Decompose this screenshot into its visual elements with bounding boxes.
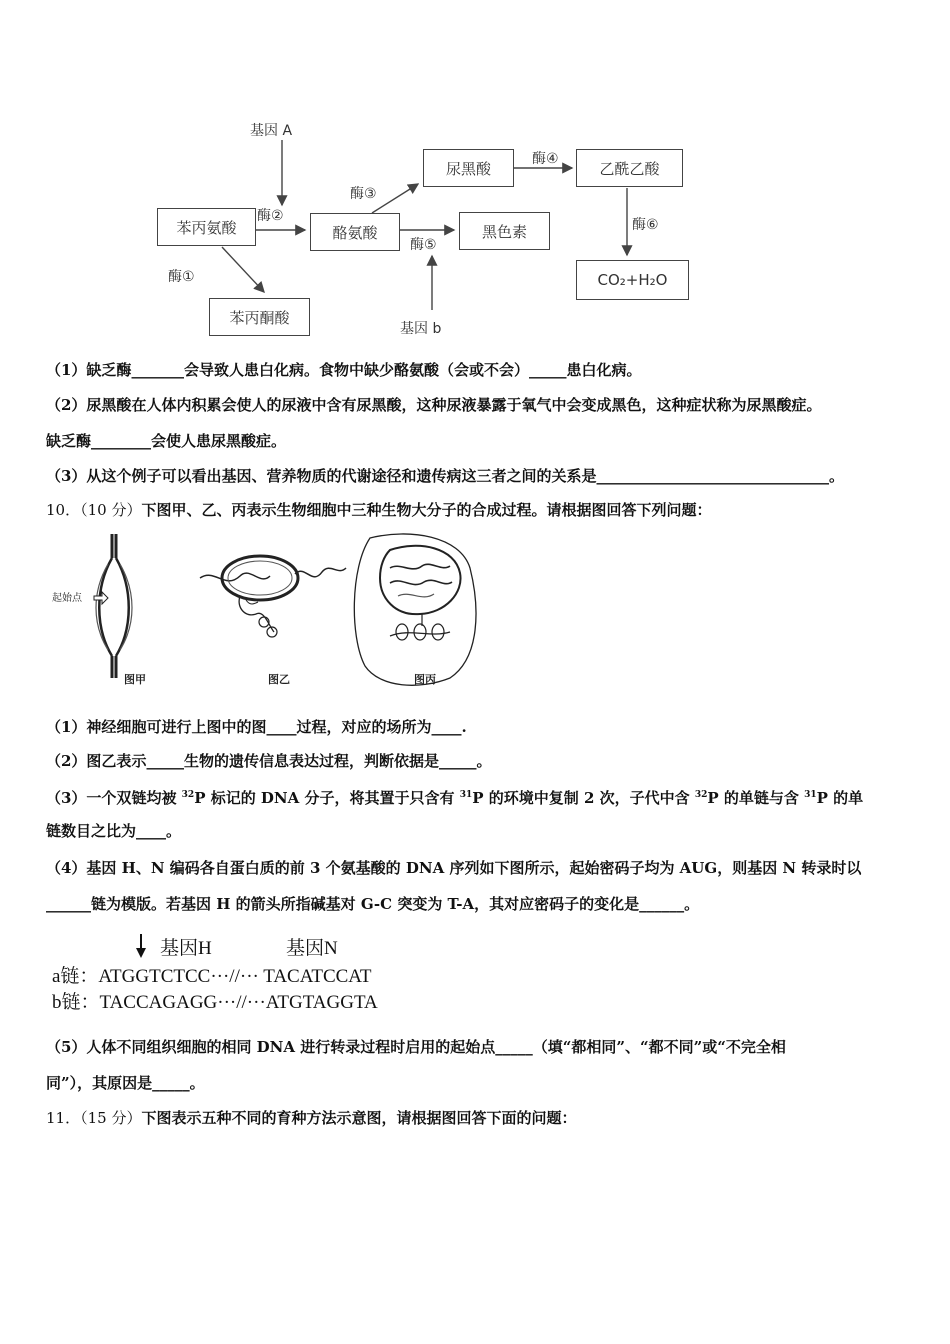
mutation-arrow-icon (134, 934, 148, 960)
q9-sub3: （3）从这个例子可以看出基因、营养物质的代谢途径和遗传病这三者之间的关系是_______________________________。 (46, 467, 844, 485)
strand-a-sequence: a链：ATGGTCTCC···//··· TACATCCAT (52, 966, 372, 987)
enzyme2-label: 酶② (257, 208, 284, 224)
phenylalanine-box: 苯丙氨酸 (157, 208, 256, 246)
gene-b-label: 基因 b (400, 321, 442, 337)
gene-a-label: 基因 A (250, 123, 293, 139)
q10-number: 10．（10 分） (46, 501, 142, 519)
figure-a-replication (94, 534, 132, 678)
enzyme5-label: 酶⑤ (410, 237, 437, 253)
sup-32-b: 32 (694, 790, 708, 800)
acetoacetate-box: 乙酰乙酸 (576, 149, 683, 187)
q10-title: 下图甲、乙、丙表示生物细胞中三种生物大分子的合成过程。请根据图回答下列问题： (141, 501, 712, 519)
figure-c-caption: 图丙 (414, 673, 436, 686)
figure-b-caption: 图乙 (268, 673, 290, 686)
q10-sub3 (46, 784, 863, 809)
origin-label: 起始点 (52, 593, 82, 604)
q10-sub3-part-c: P 的环境中复制 2 次，子代中含 (472, 789, 695, 807)
figure-b-transcription (200, 556, 346, 637)
sup-31-a: 31 (459, 790, 473, 800)
gene-n-label: 基因N (286, 938, 338, 959)
enzyme6-label: 酶⑥ (632, 217, 659, 233)
tyrosine-box: 酪氨酸 (310, 213, 400, 251)
q10-figures-drawing (50, 528, 490, 690)
enzyme1-label: 酶① (168, 269, 195, 285)
q10-sub3-part-e: P 的单 (816, 789, 864, 807)
q10-sub4: （4）基因 H、N 编码各自蛋白质的前 3 个氨基酸的 DNA 序列如下图所示，起始密码子均为 AUG，则基因 N 转录时以 (46, 859, 862, 877)
q9-sub2-cont: 缺乏酶________会使人患尿黑酸症。 (46, 432, 287, 450)
gene-h-label: 基因H (160, 938, 212, 959)
q9-sub1: （1）缺乏酶_______会导致人患白化病。食物中缺少酪氨酸（会或不会）_____患白化病。 (46, 361, 642, 379)
phenylpyruvate-box: 苯丙酮酸 (209, 298, 310, 336)
q10-sub1: （1）神经细胞可进行上图中的图____过程，对应的场所为____. (46, 718, 467, 736)
homogentisic-acid-box: 尿黑酸 (423, 149, 514, 187)
q11-number: 11．（15 分） (46, 1109, 142, 1127)
q10-sub2: （2）图乙表示_____生物的遗传信息表达过程，判断依据是_____。 (46, 752, 492, 770)
sup-31-b: 31 (804, 790, 817, 800)
q10-sub3-part-b: P 标记的 DNA 分子，将其置于只含有 (194, 789, 460, 807)
q10-sub3-cont: 链数目之比为____。 (46, 822, 182, 840)
q10-sub3-part-a: （3）一个双链均被 (46, 789, 182, 807)
enzyme3-label: 酶③ (350, 186, 377, 202)
q11-title: 下图表示五种不同的育种方法示意图，请根据图回答下面的问题： (141, 1109, 577, 1127)
co2-h2o-box: CO₂+H₂O (576, 260, 689, 300)
sup-32-a: 32 (181, 790, 195, 800)
q11-header (46, 1107, 576, 1129)
q10-sub5: （5）人体不同组织细胞的相同 DNA 进行转录过程时启用的起始点_____（填“都相同”、“都不同”或“不完全相 (46, 1038, 786, 1056)
melanin-box: 黑色素 (459, 212, 550, 250)
enzyme4-label: 酶④ (532, 151, 559, 167)
q10-sub4-cont: ______链为模版。若基因 H 的箭头所指碱基对 G-C 突变为 T-A，其对应密码子的变化是______。 (46, 895, 700, 913)
figure-c-cell (354, 534, 476, 685)
figure-a-caption: 图甲 (124, 673, 146, 686)
strand-b-sequence: b链：TACCAGAGG···//···ATGTAGGTA (52, 992, 378, 1013)
q9-sub2: （2）尿黑酸在人体内积累会使人的尿液中含有尿黑酸，这种尿液暴露于氧气中会变成黑色，这种症状称为尿黑酸症。 (46, 396, 822, 414)
q10-header (46, 499, 711, 521)
q10-sub3-part-d: P 的单链与含 (707, 789, 805, 807)
q10-sub5-cont: 同”），其原因是_____。 (46, 1074, 205, 1092)
